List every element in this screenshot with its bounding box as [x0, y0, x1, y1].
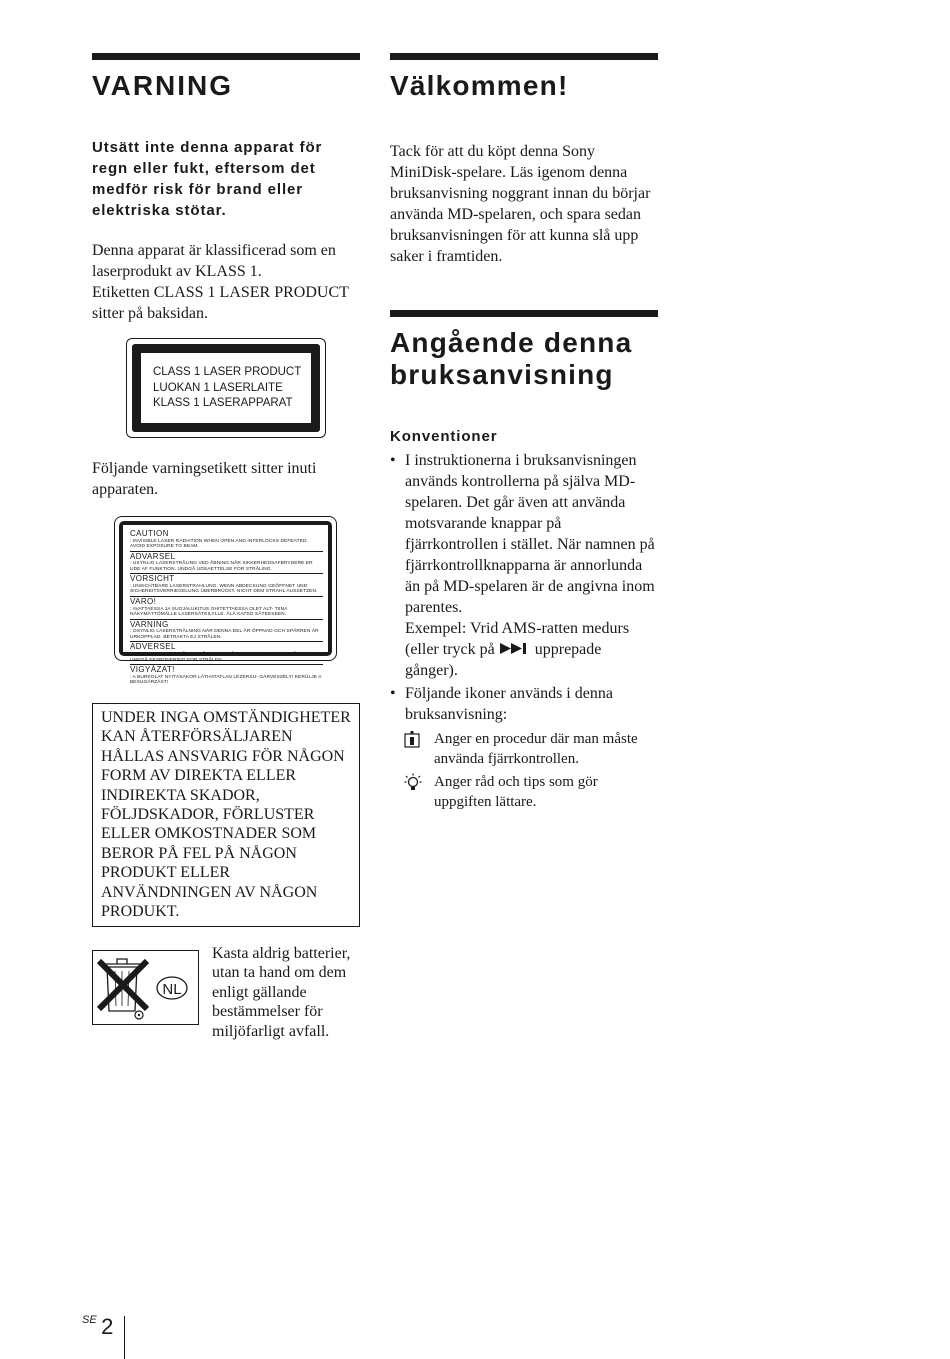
laser-label-line: LUOKAN 1 LASERLAITE	[153, 381, 283, 394]
heading-rule	[390, 53, 658, 60]
caution-text: : OSYNLIG LASERSTRÅLNING NÄR DENNA DEL ÄR ÖPPNAD OCH SPÄRREN ÄR URKOPPLAD. BETRAKTA EJ STRÅLEN.	[130, 629, 319, 640]
warning-statement: Utsätt inte denna apparat för regn eller fukt, eftersom det medför risk för brand eller elektriska stötar.	[92, 139, 323, 219]
heading-rule	[92, 53, 360, 60]
manual-title	[390, 327, 658, 391]
warning-title: VARNING	[92, 70, 234, 101]
crossed-bin-icon	[92, 950, 199, 1025]
class-text	[92, 240, 360, 324]
laser-label-line: CLASS 1 LASER PRODUCT	[153, 366, 302, 378]
liability-disclaimer: UNDER INGA OMSTÄNDIGHETER KAN ÅTERFÖRSÄLJAREN HÅLLAS ANSVARIG FÖR NÅGON FORM AV DIREKTA ELLER INDIREKTA SKADOR, FÖLJDSKADOR, FÖRLUSTER ELLER OMKOSTNADER SOM BEROR PÅ FEL PÅ NÅGON PRODUKT ELLER ANVÄNDNINGEN AV NÅGON PRODUKT.	[92, 703, 360, 927]
caution-term: VIGYÁZAT!	[130, 665, 175, 675]
caution-term: CAUTION	[130, 529, 169, 538]
welcome-text: Tack för att du köpt denna Sony MiniDisk-spelare. Läs igenom denna bruksanvisning noggrant innan du börjar använda MD-spelaren, och spara sedan bruksanvisningen för att kunna slå upp saker i framtiden.	[390, 143, 651, 265]
bullet-2-text: Följande ikoner används i denna bruksanvisning:	[405, 685, 613, 723]
laser-label-line: KLASS 1 LASERAPPARAT	[153, 397, 293, 409]
caution-text: : INVISIBLE LASER RADIATION WHEN OPEN AND INTERLOCKS DEFEATED. AVOID EXPOSURE TO BEAM.	[130, 538, 308, 550]
class1-laser-label	[126, 338, 326, 438]
heading-rule	[390, 310, 658, 317]
remote-control-icon	[390, 730, 434, 753]
icon-remote-text: Anger en procedur där man måste använda fjärrkontrollen.	[434, 731, 638, 767]
caution-text: : USYNLIG LASERSTRÅLING VED ÅBNING NÅR SIKKERHEDSAFBRYDERE ER UDE AF FUNKTION. UNDGÅ UDSAETTELSE FOR STRÅLING.	[130, 561, 313, 572]
class-text-line-2: Etiketten CLASS 1 LASER PRODUCT sitter på baksidan.	[92, 284, 349, 322]
page-number: 2	[101, 1314, 114, 1339]
next-track-icon	[499, 642, 531, 655]
bullet-1-text: I instruktionerna i bruksanvisningen används kontrollerna på själva MD-spelaren. Det går även att använda motsvarande knappar på fjärrkontrollen i stället. När namnen på fjärrkontrollknapparna är annorlunda än på MD-spelaren är de angivna inom parentes.	[405, 452, 655, 616]
manual-title-line-2: bruksanvisning	[390, 359, 614, 390]
caution-term: ADVERSEL	[130, 642, 176, 652]
caution-entry	[130, 575, 323, 597]
list-item: • Följande ikoner används i denna bruksanvisning:	[390, 685, 613, 723]
caution-term: VARO!	[130, 597, 157, 607]
welcome-title: Välkommen!	[390, 70, 569, 101]
icon-legend-tip	[390, 773, 658, 812]
conventions-list	[390, 450, 658, 725]
page-footer	[82, 1314, 113, 1340]
footer-divider	[124, 1316, 125, 1359]
language-code: SE	[82, 1314, 97, 1326]
list-item: • I instruktionerna i bruksanvisningen används kontrollerna på själva MD-spelaren. Det går även att använda motsvarande knappar på fjärrkontrollen i stället. När namnen på fjärrkontrollknapparna är annorlunda än på MD-spelaren är de angivna inom parentes. Exempel: Vrid AMS-ratten medurs (eller tryck på upprepade gånger).	[390, 452, 655, 679]
caution-term: VARNING	[130, 619, 169, 629]
caution-entry	[130, 621, 323, 643]
caution-entry	[130, 666, 323, 687]
bullet-1-example-end: upprepade gånger).	[405, 641, 602, 679]
caution-text: : USYNLIG LASERSTRÅLING NÅR DEKSEL ÅPNES OG SIKKERHEDSLÅS BRYTES. UNNGÅ EKSPONERING FOR STRÅLEN.	[130, 651, 323, 663]
icon-tip-text: Anger råd och tips som gör uppgiften lättare.	[434, 774, 598, 810]
caution-entry	[130, 530, 323, 552]
caution-text: : UNSICHTBARE LASERSTRAHLUNG, WENN ABDECKUNG GEÖFFNET UND SICHEREITSVERRIEGELUNG ÜBERBRÜCKT. NICHT DEM STRAHL AUSSETZEN.	[130, 583, 318, 595]
caution-term: VORSICHT	[130, 574, 175, 584]
class-text-line-1: Denna apparat är klassificerad som en laserprodukt av KLASS 1.	[92, 242, 336, 280]
right-column	[390, 53, 658, 812]
caution-term: ADVARSEL	[130, 551, 176, 561]
caution-entry	[130, 598, 323, 620]
icon-legend-remote	[390, 730, 658, 769]
conventions-heading: Konventioner	[390, 428, 498, 445]
caution-entry	[130, 553, 323, 575]
lightbulb-icon	[390, 773, 434, 798]
manual-title-line-1: Angående denna	[390, 327, 633, 358]
caution-entry	[130, 643, 323, 665]
caution-text: : AVATTAESSA JA SUOJALUKITUS OHITETTAESSA OLET ALT- TIINA NÄKYMÄTTÖMÄLLE LASERSÄTEILYLLE. ÄLÄ KATSO SÄTEESEEN.	[130, 606, 288, 618]
bin-badge-text: NL	[162, 981, 182, 998]
battery-disposal-text: Kasta aldrig batterier, utan ta hand om dem enligt gällande bestämmelser för miljöfarligt avfall.	[212, 945, 351, 1040]
caution-warning-label	[114, 516, 337, 686]
left-column	[92, 53, 360, 324]
warning-label-intro: Följande varningsetikett sitter inuti apparaten.	[92, 460, 317, 498]
bullet-1-example: Exempel: Vrid AMS-ratten medurs (eller tryck på	[405, 620, 630, 658]
caution-text: : A BURKOLAT NYITÁSAKOR LÁTHATATLAN LÉZERSU- GÁRVESZÉLY! KERÜLJE A BESUGÁRZÁST!	[130, 674, 322, 686]
